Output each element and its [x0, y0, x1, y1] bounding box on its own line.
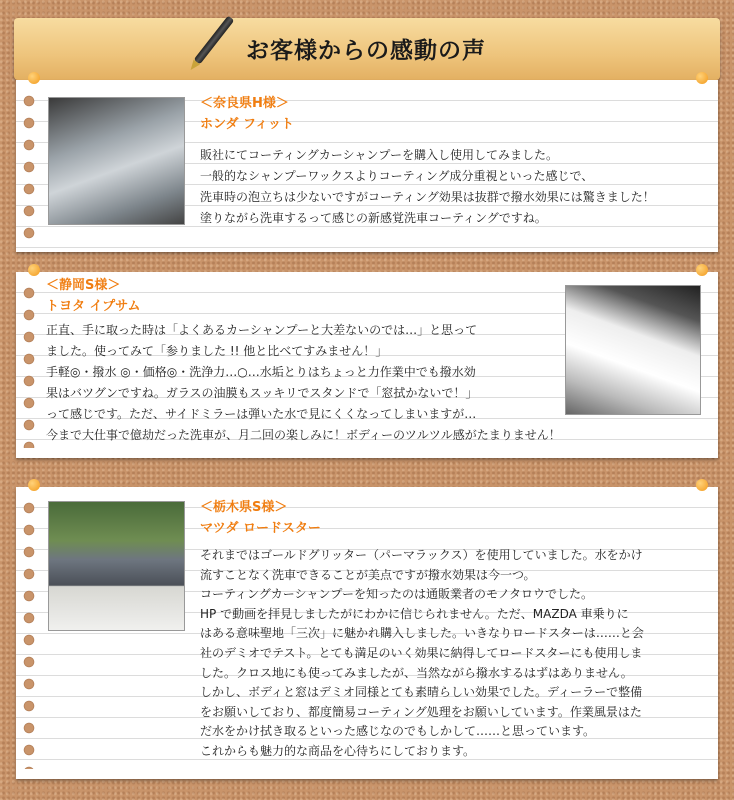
testimonial-text: それまではゴールドグリッター（パーマラックス）を使用していました。水をかけ 流すことなく洗車できることが美点ですが撥水効果は今一つ。 コーティングカーシャンプーを知ったのは通販業者のモノタロウでした。 HP で動画を拝見しましたがにわかに信じられません。ただ、MAZDA 車乗りに はある意味聖地「三次」に魅かれ購入しました。いきなりロードスターは……と会 社のデミオでテスト。とても満足のいく効果に納得してロードスターにも使用しま した。クロス地にも使ってみましたが、当然ながら撥水するはずはありません。 しかし、ボディと窓はデミオ同様とても素晴らしい効果でした。ディーラーで整備 をお願いしており、都度簡易コーティング処理をお願いしています。作業風景はた だ水をかけ拭き取るといった感じなのでもしかして……と思っています。 これからも魅力的な商品を心待ちにしております。: [200, 548, 644, 758]
binder-holes: [23, 90, 35, 242]
testimonial-card: [16, 80, 718, 252]
customer-name: ＜静岡S様＞: [46, 278, 121, 293]
car-model: トヨタ イプサム: [46, 299, 141, 314]
testimonial-text: 販社にてコーティングカーシャンプーを購入し使用してみました。 一般的なシャンプーワックスよりコーティング成分重視といった感じで、 洗車時の泡立ちは少ないですがコーティング効果は抜群で撥水効果には驚きました！ 塗りながら洗車するって感じの新感覚洗車コーティングですね。: [200, 148, 655, 225]
customer-name: ＜奈良県H様＞: [200, 96, 289, 111]
page-title: お客様からの感動の声: [246, 38, 486, 64]
fountain-pen-icon: [194, 15, 235, 64]
customer-name: ＜栃木県S様＞: [200, 500, 288, 515]
pushpin-icon: [696, 264, 708, 276]
pushpin-icon: [28, 72, 40, 84]
binder-holes: [23, 497, 35, 769]
pushpin-icon: [696, 72, 708, 84]
binder-holes: [23, 282, 35, 448]
testimonial-card: [16, 272, 718, 458]
pushpin-icon: [28, 479, 40, 491]
pushpin-icon: [28, 264, 40, 276]
testimonial-card: [16, 487, 718, 779]
car-model: マツダ ロードスター: [200, 521, 321, 536]
pushpin-icon: [696, 479, 708, 491]
car-photo-honda-fit: [48, 97, 185, 225]
testimonial-text: 正直、手に取った時は「よくあるカーシャンプーと大差ないのでは…」と思って ました。使ってみて「参りました !! 他と比べてすみません！」 手軽◎・撥水 ◎・価格◎・洗浄力…○…水垢とりはちょっと力作業中でも撥水効 果はバツグンですね。ガラスの油膜もスッキリでスタンドで「窓拭かないで！」 って感じです。ただ、サイドミラーは弾いた水で見にくくなってしまいますが… 今まで大仕事で億劫だった洗車が、月二回の楽しみに！ボディーのツルツル感がたまりません！: [46, 323, 561, 442]
car-photo-toyota-ipsum: [565, 285, 701, 415]
car-photo-mazda-roadster: [48, 501, 185, 631]
car-model: ホンダ フィット: [200, 117, 294, 132]
page-header-banner: [14, 18, 720, 80]
